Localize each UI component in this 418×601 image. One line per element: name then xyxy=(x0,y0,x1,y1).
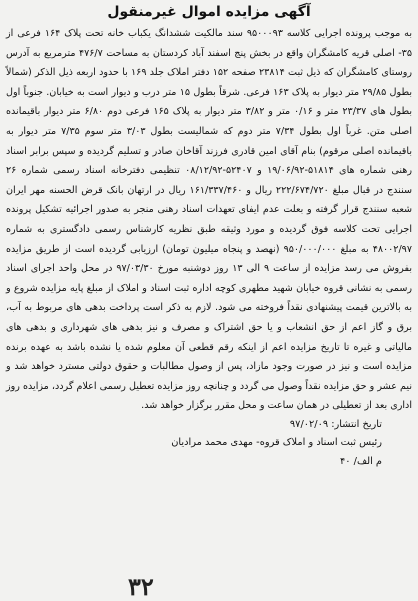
publication-date: تاریخ انتشار: ۹۷/۰۲/۰۹ xyxy=(289,418,382,430)
notice-body: به موجب پرونده اجرایی کلاسه ۹۵۰۰۰۹۳ سند مالکیت ششدانگ یکباب خانه تحت پلاک ۱۶۴ فرعی از ۳۵- اصلی قریه کامشگران واقع در بخش پنج اسفند آباد کردستان به مساحت ۴۷۶/۷ مترمربع به آدرس روستای کامشگران که ذیل ثبت ۲۳۸۱۴ صفحه ۱۵۲ دفتر املاک جلد ۱۶۹ با حدود اربعه ذیل الذکر (شمالاً بطول ۲۹/۸۵ متر دیوار به پلاک ۱۶۳ فرعی. شرقاً بطول ۱۵ متر درب و دیوار است به خیابان. جنوباً اول بطول های ۲۳/۳۷ متر و ۰/۱۶ متر و ۳/۸۲ متر دیوار به پلاک ۱۶۵ فرعی دوم ۶/۸۰ متر دیوار باقیمانده اصلی متن. غرباً اول بطول ۷/۳۴ متر دوم که شمالیست بطول ۳/۰۳ متر سوم ۷/۳۵ متر دیوار به باقیمانده اصلی مرقوم) بنام آقای امین قادری فرزند آقاخان صادر و تسلیم گردیده و سپس برابر اسناد رهنی شماره های ۵۱۸۱۴-۱۹/۰۶/۹۲ و ۵۲۴۰۷-۰۸/۱۲/۹۲ تنظیمی دفترخانه اسناد رسمی شماره ۲۶ سنندج در قبال مبلغ ۲۲۲/۶۷۴/۷۲۰ ریال و ۱۶۱/۳۳۷/۴۶۰ ریال در ارتهان بانک قرض الحسنه مهر ایران شعبه سنندج قرار گرفته و بعلت عدم ایفای تعهدات اسناد رهنی منجر به صدور اجرائیه تشکیل پرونده اجرایی تحت کلاسه فوق گردیده و مورد وثیقه طبق نظریه کارشناس رسمی دادگستری به شماره ۴۸۰۰۲/۹۷ به مبلغ ۹۵۰/۰۰۰/۰۰۰ (نهصد و پنجاه میلیون تومان) ارزیابی گردیده است از طریق مزایده بفروش می رسد مزایده از ساعت ۹ الی ۱۳ روز دوشنبه مورخ ۹۷/۰۳/۳۰ در محل واحد اجرای اسناد رسمی به نشانی قروه خیابان شهید مطهری کوچه اداره ثبت اسناد و املاک از مبلغ پایه مزایده شروع و به بالاترین قیمت پیشنهادی نقداً فروخته می شود. لازم به ذکر است پرداخت بدهی های مربوط به آب، برق و گاز اعم از حق انشعاب و یا حق اشتراک و مصرف و نیز بدهی های شهرداری و بدهی های مالیاتی و غیره تا تاریخ مزایده اعم از اینکه رقم قطعی آن معلوم شده یا نشده باشد به عهده برنده مزایده است و نیز در صورت وجود مازاد، پس از وصول مطالبات و حقوق دولتی مسترد خواهد شد و نیم عشر و حق مزایده نقداً وصول می گردد و چنانچه روز مزایده تعطیل رسمی اعلام گردد، مزایده روز اداری بعد از تعطیلی در همان ساعت و محل مقرر برگزار خواهد شد. xyxy=(6,28,413,412)
reference-code: م الف/ ۴۰ xyxy=(340,455,382,467)
notice-title: آگهی مزایده اموال غیرمنقول xyxy=(107,4,311,20)
notice-footer xyxy=(6,416,412,472)
signature-line: رئیس ثبت اسناد و املاک قروه- مهدی محمد مرادیان xyxy=(171,437,382,449)
handwritten-number: ٣٢ xyxy=(128,572,154,601)
